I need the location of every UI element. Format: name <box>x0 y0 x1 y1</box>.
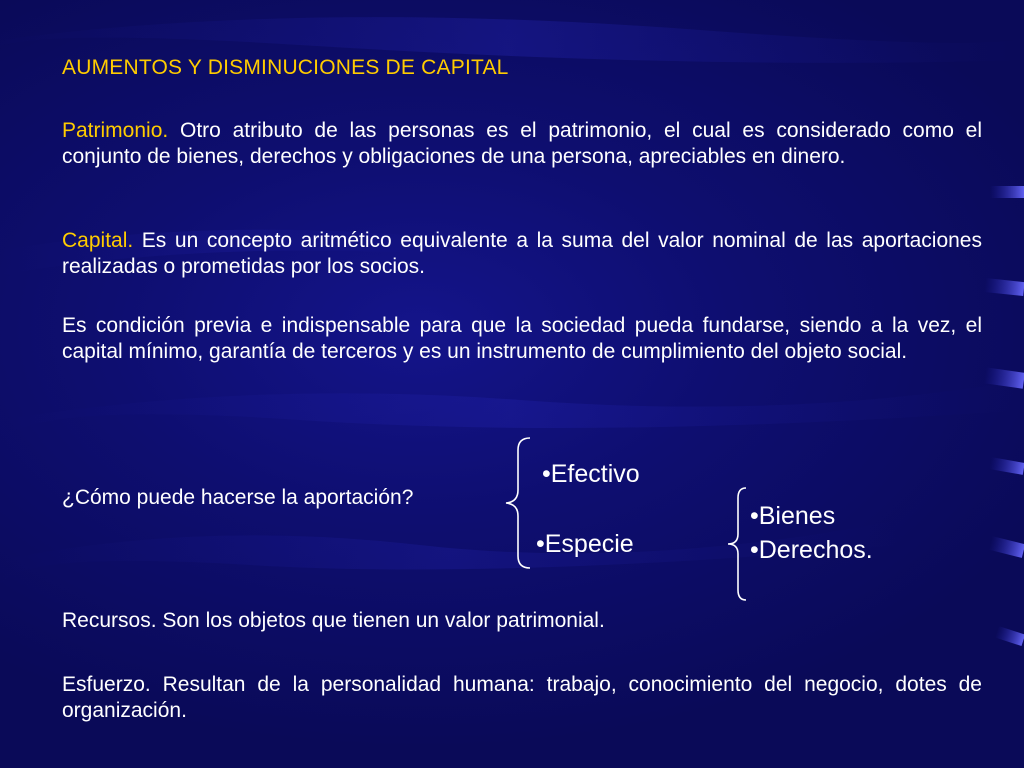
patrimonio-paragraph <box>62 118 982 170</box>
aportacion-question: ¿Cómo puede hacerse la aportación? <box>62 486 414 509</box>
esfuerzo-paragraph: Esfuerzo. Resultan de la personalidad humana: trabajo, conocimiento del negocio, dotes de organización. <box>62 673 982 722</box>
option-especie: •Especie <box>536 530 634 558</box>
option-efectivo: •Efectivo <box>542 460 640 488</box>
patrimonio-term: Patrimonio. <box>62 119 169 142</box>
especie-brace <box>724 486 750 602</box>
slide-title: AUMENTOS Y DISMINUCIONES DE CAPITAL <box>62 56 509 79</box>
patrimonio-text: Otro atributo de las personas es el patrimonio, el cual es considerado como el conjunto de bienes, derechos y obligaciones de una persona, apreciables en dinero. <box>62 119 982 168</box>
capital-paragraph <box>62 228 982 280</box>
recursos-paragraph: Recursos. Son los objetos que tienen un valor patrimonial. <box>62 609 605 632</box>
option-bienes: •Bienes <box>750 502 836 530</box>
condicion-paragraph: Es condición previa e indispensable para que la sociedad pueda fundarse, siendo a la vez, el capital mínimo, garantía de terceros y es un instrumento de cumplimiento del objeto social. <box>62 314 982 363</box>
capital-term: Capital. <box>62 229 134 252</box>
capital-text: Es un concepto aritmético equivalente a la suma del valor nominal de las aportaciones realizadas o prometidas por los socios. <box>62 229 982 278</box>
option-derechos: •Derechos. <box>750 536 873 564</box>
aportacion-brace <box>500 436 536 570</box>
